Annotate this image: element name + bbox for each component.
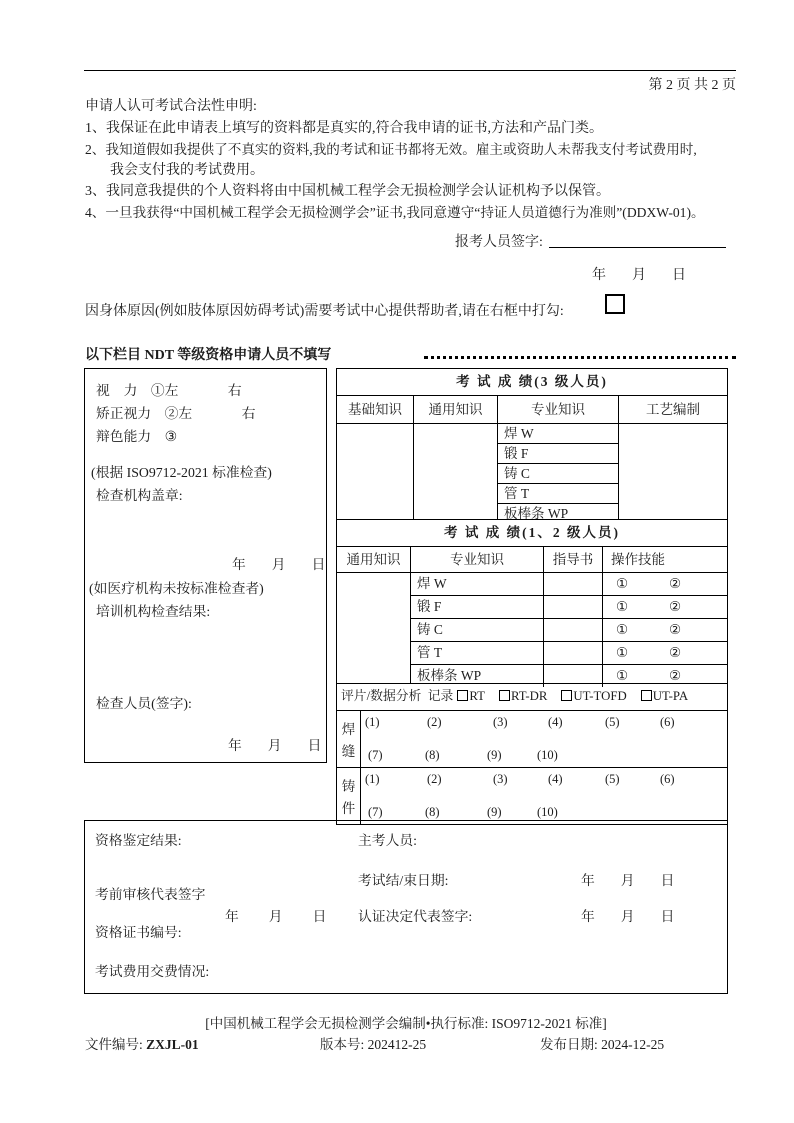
score12-header-row (337, 547, 727, 573)
score12-row-label: 锻 F (411, 596, 544, 618)
color-vision-label: 辩色能力 (96, 429, 152, 444)
header-rule (84, 70, 736, 71)
rt-dr-option-label: RT-DR (510, 689, 548, 703)
score12-row-cast (411, 619, 727, 642)
pre-review-signature-label: 考前审核代表签字 (95, 887, 206, 902)
vision-left: ①左 (150, 383, 179, 398)
doc-number-label: 文件编号: (85, 1037, 143, 1052)
corrected-vision-row (96, 402, 255, 422)
score3-procedure-cell (619, 424, 727, 519)
footer-standard-line: [中国机械工程学会无损检测学会编制•执行标准: ISO9712-2021 标准] (205, 1016, 607, 1031)
standard-note: (根据 ISO9712-2021 标准检查) (91, 465, 272, 480)
corrected-vision-right: 右 (241, 406, 256, 421)
score3-body (337, 424, 727, 520)
vision-label: 视 力 (96, 383, 138, 398)
year-label: 年 (232, 557, 246, 572)
skill-1: ① (616, 622, 629, 637)
skill-1: ① (616, 645, 629, 660)
day-label: 日 (660, 909, 675, 924)
qualification-result-label: 资格鉴定结果: (95, 833, 182, 848)
score12-title: 考 试 成 绩(1、2 级人员) (337, 520, 727, 547)
training-result-label: 培训机构检查结果: (96, 604, 211, 619)
month-label: 月 (620, 909, 635, 924)
qualification-result-box (84, 820, 728, 994)
casting-section (337, 768, 727, 824)
pre-review-date (225, 905, 326, 925)
month-label: 月 (620, 873, 635, 888)
score12-guide-cell (544, 619, 603, 641)
slot-number: (7) (368, 748, 383, 762)
footer-doc-number (85, 1033, 199, 1053)
year-label: 年 (228, 738, 242, 753)
slot-number: (5) (605, 772, 620, 786)
year-label: 年 (581, 909, 595, 924)
weld-seam-label (337, 711, 361, 767)
score3-basic-cell (337, 424, 414, 519)
corrected-vision-label: 矫正视力 (96, 406, 152, 421)
version-label: 版本号: (320, 1037, 365, 1052)
score3-title: 考 试 成 绩(3 级人员) (337, 369, 727, 396)
score3-header-row (337, 396, 727, 424)
slot-number: (6) (660, 772, 675, 786)
section-note: 以下栏目 NDT 等级资格申请人员不填写 (85, 348, 332, 363)
score3-row-forge: 锻 F (498, 444, 618, 464)
label-char: 件 (341, 801, 356, 816)
declaration-title: 申请人认可考试合法性申明: (85, 99, 257, 114)
applicant-signature-field[interactable] (549, 230, 726, 248)
exam-fee-label: 考试费用交费情况: (95, 964, 210, 979)
alt-check-note: (如医疗机构未按标准检查者) (89, 581, 264, 596)
declaration-line-2: 2、我知道假如我提供了不真实的资料,我的考试和证书都将无效。雇主或资助人未帮我支付考试费用时, (85, 142, 697, 157)
score12-general-cell (337, 573, 411, 683)
applicant-signature-label: 报考人员签字: (455, 235, 543, 250)
inspector-date (228, 734, 321, 754)
score3-header-special: 专业知识 (498, 396, 619, 423)
slot-number: (2) (427, 715, 442, 729)
film-review-label: 评片/数据分析 记录 (341, 689, 454, 703)
score3-row-plate: 板棒条 WP (504, 506, 569, 521)
score12-row-label: 铸 C (411, 619, 544, 641)
vision-right: 右 (227, 383, 242, 398)
score12-row-label: 管 T (411, 642, 544, 664)
score3-general-cell (414, 424, 498, 519)
score12-guide-cell (544, 573, 603, 595)
exam-end-date (581, 869, 674, 889)
film-review-row (337, 684, 727, 711)
skill-1: ① (616, 599, 629, 614)
slot-number: (4) (548, 772, 563, 786)
corrected-vision-left: ②左 (164, 406, 193, 421)
color-vision-row (96, 425, 177, 445)
cert-decision-date (581, 905, 674, 925)
day-label: 日 (660, 873, 675, 888)
ut-pa-checkbox[interactable] (641, 690, 652, 701)
score3-special-cell (498, 424, 619, 519)
ut-tofd-option-label: UT-TOFD (573, 689, 627, 703)
slot-number: (10) (537, 748, 558, 762)
weld-seam-section (337, 711, 727, 768)
slot-number: (9) (487, 748, 502, 762)
rt-option-label: RT (469, 689, 485, 703)
version-value: 202412-25 (367, 1037, 427, 1052)
month-label: 月 (268, 909, 283, 924)
score12-guide-cell (544, 596, 603, 618)
declaration-line-4: 4、一旦我获得“中国机械工程学会无损检测学会”证书,我同意遵守“持证人员道德行为准则”(DDXW-01)。 (85, 205, 705, 220)
slot-number: (3) (493, 715, 508, 729)
slot-number: (1) (365, 772, 380, 786)
year-label: 年 (592, 268, 606, 283)
score12-body (337, 573, 727, 684)
skill-2: ② (669, 576, 682, 591)
score3-header-procedure: 工艺编制 (646, 402, 700, 417)
skill-1: ① (616, 576, 629, 591)
score12-header-guide: 指导书 (544, 547, 603, 572)
footer-version (320, 1033, 426, 1053)
year-label: 年 (581, 873, 595, 888)
casting-label (337, 768, 361, 824)
day-label: 日 (311, 557, 326, 572)
declaration-line-1: 1、我保证在此申请表上填写的资料都是真实的,符合我申请的证书,方法和产品门类。 (85, 121, 603, 136)
score3-row-tube: 管 T (498, 484, 618, 504)
slot-number: (1) (365, 715, 380, 729)
score3-row-weld: 焊 W (498, 424, 618, 444)
casting-slots (361, 768, 727, 824)
score12-row-forge (411, 596, 727, 619)
medical-check-date (232, 553, 325, 573)
score12-row-weld (411, 573, 727, 596)
cert-decision-signature-label: 认证决定代表签字: (358, 909, 473, 924)
slot-number: (5) (605, 715, 620, 729)
stamp-label: 检查机构盖章: (96, 488, 183, 503)
day-label: 日 (307, 738, 322, 753)
ut-pa-option-label: UT-PA (652, 689, 689, 703)
slot-number: (6) (660, 715, 675, 729)
slot-number: (8) (425, 805, 440, 819)
label-char: 缝 (341, 744, 356, 759)
exam-score-table (336, 368, 728, 825)
footer-release-date (540, 1033, 664, 1053)
score3-header-general: 通用知识 (414, 396, 498, 423)
declaration-line-2b: 我会支付我的考试费用。 (110, 163, 264, 178)
inspector-signature-label: 检查人员(签字): (96, 696, 192, 711)
score12-rows (411, 573, 727, 683)
score12-row-tube (411, 642, 727, 665)
slot-number: (2) (427, 772, 442, 786)
slot-number: (4) (548, 715, 563, 729)
score3-header-basic: 基础知识 (337, 396, 414, 423)
score12-header-special: 专业知识 (411, 547, 544, 572)
month-label: 月 (271, 557, 286, 572)
score12-guide-cell (544, 642, 603, 664)
vision-row (96, 379, 242, 399)
declaration-line-3: 3、我同意我提供的个人资料将由中国机械工程学会无损检测学会认证机构予以保管。 (85, 184, 610, 199)
slot-number: (9) (487, 805, 502, 819)
day-label: 日 (312, 909, 327, 924)
slot-number: (8) (425, 748, 440, 762)
help-request-checkbox[interactable] (605, 294, 625, 314)
ut-tofd-checkbox[interactable] (561, 690, 572, 701)
rt-dr-checkbox[interactable] (499, 690, 510, 701)
slot-number: (7) (368, 805, 383, 819)
vision-check-box (84, 368, 327, 763)
color-vision-left: ③ (164, 429, 178, 444)
weld-seam-slots (361, 711, 727, 767)
dotted-leader (424, 344, 736, 359)
skill-1: ① (616, 668, 629, 683)
month-label: 月 (632, 268, 646, 283)
cert-number-label: 资格证书编号: (95, 925, 182, 940)
label-char: 铸 (341, 779, 356, 794)
label-char: 焊 (341, 722, 356, 737)
page-number: 第 2 页 共 2 页 (648, 78, 736, 93)
score12-row-label: 板棒条 WP (411, 665, 544, 687)
slot-number: (3) (493, 772, 508, 786)
release-value: 2024-12-25 (601, 1037, 665, 1052)
doc-number-value: ZXJL-01 (146, 1037, 199, 1052)
applicant-signature-date (592, 264, 686, 284)
year-label: 年 (225, 909, 239, 924)
day-label: 日 (672, 268, 686, 283)
rt-checkbox[interactable] (457, 690, 468, 701)
month-label: 月 (267, 738, 282, 753)
skill-2: ② (669, 668, 682, 683)
chief-examiner-label: 主考人员: (358, 833, 418, 848)
slot-number: (10) (537, 805, 558, 819)
score12-row-label: 焊 W (411, 573, 544, 595)
skill-2: ② (669, 599, 682, 614)
skill-2: ② (669, 622, 682, 637)
score12-header-skill: 操作技能 (611, 552, 665, 567)
release-label: 发布日期: (540, 1037, 598, 1052)
score12-header-general: 通用知识 (337, 547, 411, 572)
help-request-text: 因身体原因(例如肢体原因妨碍考试)需要考试中心提供帮助者,请在右框中打勾: (85, 304, 564, 319)
score3-row-cast: 铸 C (498, 464, 618, 484)
skill-2: ② (669, 645, 682, 660)
exam-end-date-label: 考试结/束日期: (358, 873, 449, 888)
